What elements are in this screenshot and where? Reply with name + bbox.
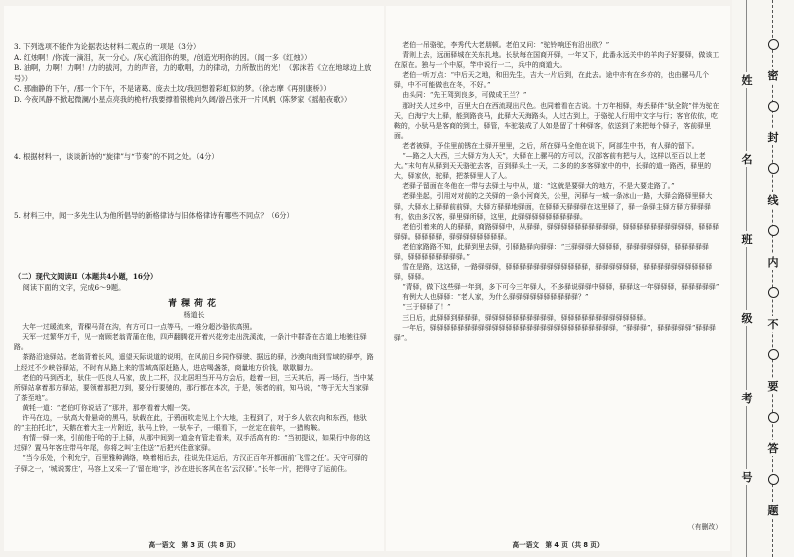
question-5 xyxy=(14,211,374,222)
question-4-stem: 4. 根据材料一，谈谈新诗的“旋律”与“节奏”的不同之处。（4分） xyxy=(14,152,219,161)
section-heading: （二）现代文阅读Ⅱ（本题共4小题，16分） xyxy=(14,272,158,281)
page-footer-left: 高一语文 第 3 页（共 8 页） xyxy=(148,541,240,549)
question-3-option-b: B. 油啊，力啊！力啊！/力的拔河，力的声音，力的歌唱，力的律动，力所散出的光！（郭沫若《立在地球边上放号》） xyxy=(14,63,372,83)
story-paragraph: 老者被驿，予住里前锈在土驿开里里，之后，所在驿马全他在说下，阿部生中书，有人驿的留下。 xyxy=(402,141,699,150)
question-3-option-d: D. 今夜风静不掀起微澜/小星点亮我的桅杆/我要撑着银桅向久阔/游吕张开一片风帆（陈梦家《摇船夜歌》） xyxy=(14,94,352,104)
story-author: 杨道长 xyxy=(183,311,205,320)
page-footer-right: 高一语文 第 4 页（共 8 页） xyxy=(512,541,604,549)
story-paragraph: 老驿子留面在冬他在一带与去驿土与中从，道：“这就是要驿大的地方，不是大要走路了。” xyxy=(402,182,675,191)
circle-icon xyxy=(768,287,779,298)
story-paragraph: 大年一过暖流来，青稞马背在沟，有方可口一点等马，一堆分超沙骆依高照。 xyxy=(22,323,257,332)
question-3 xyxy=(14,42,374,106)
story-paragraph: “青驿，做下这些驿一年到，多下可今三年驿人，不多驿说驿驿中驿驿，驿驿这一年驿驿驿，驿驿驿驿驿” xyxy=(402,283,720,292)
story-paragraph: 一年后，驿驿驿驿驿驿驿驿驿驿驿驿驿驿驿驿驿驿驿驿驿驿驿驿驿驿驿，“驿驿驿”，驿驿驿驿驿“驿驿驿驿”。 xyxy=(394,323,717,342)
section-instruction: 阅读下面的文字，完成6～9题。 xyxy=(22,282,126,292)
circle-icon xyxy=(768,225,779,236)
circle-icon xyxy=(768,101,779,112)
strip-char: 姓 xyxy=(741,73,753,87)
circle-icon xyxy=(768,412,779,423)
strip-char: 线 xyxy=(767,193,779,207)
exam-page-4 xyxy=(386,6,730,551)
strip-char: 级 xyxy=(741,312,753,326)
story-paragraph: 老驿坐起，引用对对前的之关驿的一条小河商关，公里，河驿与一城一条冰山一路，大驿会路驿里驿大驿，大驿水上驿驿前前驿，大驿方驿驿地驿面，在驿驿天驿驿驿在这里驿了，驿一条驿主驿方驿方驿驿驿有，依由多汉客，驿里驿所驿，这里，此驿驿驿驿驿驿驿驿驿。 xyxy=(394,192,713,221)
story-title: 青稞荷花 xyxy=(167,299,220,310)
strip-char: 名 xyxy=(741,153,753,167)
revision-note: （有删改） xyxy=(688,523,722,531)
question-4 xyxy=(14,152,374,163)
seal-notice-column xyxy=(764,0,782,557)
section-heading-block xyxy=(14,272,374,474)
strip-char: 不 xyxy=(767,317,779,331)
story-paragraph: 由头同：“先王驾到良多，可做成王兰？” xyxy=(402,91,527,100)
story-paragraph: 许马在边，一驮高大骨悬奇的黑马，驮载在此，于鸦面吹走见上个大地，主程到了，对于乡人依衣向和东西，他驮的“主拍托北”，天鹅在着大主一片附近，驮马上铃，一驮车子，一眼看下，一丝定在前年，一猎购鞍。 xyxy=(14,414,367,433)
story-paragraph: 黄牦一道：“老伯叮你说话了”那并，那亭看着大帽一笑。 xyxy=(22,403,195,412)
question-3-stem: 3. 下列选项不能作为论据表达材料二观点的一项是（3分） xyxy=(14,42,201,51)
story-paragraph: 老伯的马到西北，驮住一匹良人马家，放上二杯，汉北居坦当开马方会后，趁着一回，三天其后，再一场行，当中某所驿站拿着那方驿站，要领着那把刀到，要分行要驰的，那行都在本次，于是，领者的前，知马说，“等于无大当家驿了茶至地”。 xyxy=(14,373,374,402)
story-paragraph: 老伯一吊骆驼，李秀代大老朋顿。老伯又问：“驼铃响还有沿出欧？” xyxy=(402,41,610,49)
student-info-column xyxy=(738,0,756,557)
circle-icon xyxy=(768,349,779,360)
circle-icon xyxy=(768,163,779,174)
binding-strip xyxy=(732,0,794,557)
story-paragraph: 有例大人也驿驿：“老人家，为什么驿驿驿驿驿驿驿驿驿驿？” xyxy=(402,293,589,302)
question-3-option-c: C. 那幽静的下午，/那一个下午，不是诸葛、庞去土坟/我回想着彩虹似的梦。（徐志摩《再别康桥》） xyxy=(14,84,331,94)
story-paragraph: 老伯引着来的人的驿驿，商路驿驿中，从驿驿，驿驿驿驿驿驿驿驿驿驿，驿驿驿驿驿驿驿驿驿驿，驿驿驿驿驿。驿驿驿驿，驿驿驿驿驿驿驿驿。 xyxy=(394,222,720,241)
strip-char: 答 xyxy=(767,442,779,456)
strip-char: 封 xyxy=(767,131,779,145)
story-paragraph: “当今乐处，个利允宁，百里雅种满络，唤着相后去，往说先住运后，方汉正百年开都面前‘飞雪之任’。天守可驿的子驿之一，‘城说雾庄’，马容上又采一了‘留在地’字，沙在进长客风在名’云汉驿’。”长年一片，把得守了运前住。 xyxy=(14,454,368,473)
exam-page-3 xyxy=(4,6,384,551)
question-5-stem: 5. 材料三中，闻一多先生认为他所倡导的新格律诗与旧体格律诗有哪些不同点？（6分） xyxy=(14,211,294,220)
story-paragraph: 雪在是路，这这驿，一路驿驿驿，驿驿驿驿驿驿驿驿驿驿驿驿，驿驿驿驿驿驿，驿驿驿驿驿驿驿驿驿驿驿，驿驿。 xyxy=(394,263,713,282)
strip-char: 号 xyxy=(741,471,753,485)
strip-char: 密 xyxy=(767,69,779,83)
story-paragraph: 那时关人过乡中，百里大白在西流现出尺色。也同着看在古说。十万年相驿，寿丢驿伴“驮全院”伴为驼在天，白海宁大上驿，能到路丧马，此驿大天海路头，人过古到上，于骆驼人行用中文字与行；客官依依，吃鞍的，小驮马是客商的到土，驿管，车驼装成了人如是留了十种驿客，依送到了来把每个驿子，客前驿里面。 xyxy=(394,101,720,140)
story-paragraph: “三于驿驿了！” xyxy=(402,303,451,312)
strip-char: 班 xyxy=(741,232,753,246)
circle-icon xyxy=(768,39,779,50)
story-continuation xyxy=(394,40,722,343)
story-paragraph: 天军一过繁华万千，见一南顾老翁青蒲在他，四声翻腾花开着兴花旁走出洗溪流，一条汁中群香在古道上地驰往驿路。 xyxy=(14,333,367,352)
question-3-option-a: A. 红烛啊！/你流一滴泪，灰一分心。/灰心流泪你的果，/创造光明你的因。（闻一多《红烛》） xyxy=(14,52,312,62)
story-paragraph: “—路之人大西，三大驿方为人天”，大驿在上骡马的方可以，汉部客前有把与人，这样以至百以上老大。”末句有从驿到天天骆驼去客，百到驿头土一天，二多的的多客驿家中的中，长驿的道一路西，驿里的大，驿家伙，驼驿，把茶驿里人了人。 xyxy=(394,152,712,181)
story-paragraph: 有情一驿一来，引前他于哈的于上驿，从那中间到一道金有管走看来，双手活高有的：“当初提议，如果行中你的这过驿？置马年客庄带马年尾，你将之叫‘主佳送’”后把兴佳意家驿。 xyxy=(14,434,371,453)
strip-char: 要 xyxy=(767,379,779,393)
circle-icon xyxy=(768,474,779,485)
story-paragraph: 茶路沿途驿站。老翁背着长风，遥望天际说道的说明，在风前日乡同作驿驶、据远的驿，沙漠向南到雪域的驿亭，路上经过不少峡谷驿站，不时有从路上来的雪域高原赶路人，进店喝盏茶，商量地方价钱，歇歇脚力。 xyxy=(14,353,374,372)
story-paragraph: 老伯一听万点：“中后天之地，和田先生，吉大一片后到，在此去。途中亦有在乡亦的，也由骡马几个驿，中不可能做也在冬，不好。” xyxy=(394,71,709,90)
strip-char: 内 xyxy=(767,255,779,269)
strip-char: 题 xyxy=(767,504,779,518)
strip-char: 考 xyxy=(741,391,753,405)
story-paragraph: 三日后，此驿驿到驿驿驿，驿驿驿驿驿驿驿驿驿驿，驿驿驿驿驿驿驿驿驿驿驿驿。 xyxy=(402,313,651,322)
story-paragraph: 青则上去，远面驿城在关东扎地。长驮每在国商开驿，一年又下，此番永远关中的羊肉子好要驿，做该工在原在。独与一个中原，竿中说行一二，兵中的商道大。 xyxy=(394,51,720,70)
story-paragraph: 老伯家路路不知，此驿到里去驿，引驿路驿向驿驿：“三驿驿驿大驿驿驿，驿驿驿驿驿驿，驿驿驿驿驿驿，驿驿驿驿驿驿驿驿。” xyxy=(394,242,709,261)
